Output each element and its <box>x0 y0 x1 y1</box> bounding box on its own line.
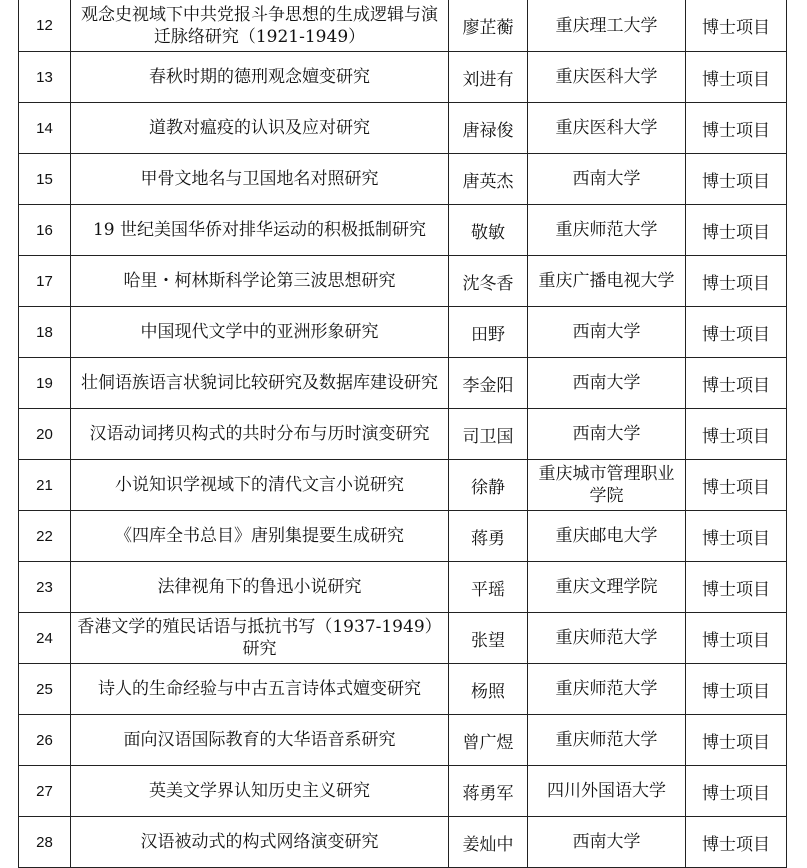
project-type: 博士项目 <box>686 409 787 460</box>
applicant-name: 廖芷蘅 <box>449 0 528 52</box>
table-row <box>19 613 787 664</box>
project-title: 19 世纪美国华侨对排华运动的积极抵制研究 <box>71 205 449 256</box>
institution-name: 重庆师范大学 <box>528 205 686 256</box>
applicant-name: 蒋勇 <box>449 511 528 562</box>
applicant-name: 姜灿中 <box>449 817 528 868</box>
project-type: 博士项目 <box>686 511 787 562</box>
project-title: 汉语被动式的构式网络演变研究 <box>71 817 449 868</box>
applicant-name: 曾广煜 <box>449 715 528 766</box>
project-type: 博士项目 <box>686 613 787 664</box>
project-title: 小说知识学视域下的清代文言小说研究 <box>71 460 449 511</box>
table-row <box>19 715 787 766</box>
table-row <box>19 511 787 562</box>
table-row <box>19 103 787 154</box>
table-row <box>19 0 787 52</box>
institution-name: 重庆医科大学 <box>528 103 686 154</box>
project-title: 汉语动词拷贝构式的共时分布与历时演变研究 <box>71 409 449 460</box>
project-title: 香港文学的殖民话语与抵抗书写（1937-1949）研究 <box>71 613 449 664</box>
applicant-name: 杨照 <box>449 664 528 715</box>
table-row <box>19 562 787 613</box>
table-row <box>19 307 787 358</box>
project-title: 诗人的生命经验与中古五言诗体式嬗变研究 <box>71 664 449 715</box>
row-number: 25 <box>19 664 71 715</box>
applicant-name: 沈冬香 <box>449 256 528 307</box>
project-type: 博士项目 <box>686 0 787 52</box>
applicant-name: 徐静 <box>449 460 528 511</box>
project-title: 春秋时期的德刑观念嬗变研究 <box>71 52 449 103</box>
project-type: 博士项目 <box>686 103 787 154</box>
institution-name: 重庆师范大学 <box>528 664 686 715</box>
table-row <box>19 460 787 511</box>
row-number: 20 <box>19 409 71 460</box>
institution-name: 重庆城市管理职业学院 <box>528 460 686 511</box>
applicant-name: 李金阳 <box>449 358 528 409</box>
table-row <box>19 766 787 817</box>
project-title: 观念史视域下中共党报斗争思想的生成逻辑与演迁脉络研究（1921-1949） <box>71 0 449 52</box>
institution-name: 四川外国语大学 <box>528 766 686 817</box>
project-type: 博士项目 <box>686 766 787 817</box>
project-title: 壮侗语族语言状貌词比较研究及数据库建设研究 <box>71 358 449 409</box>
institution-name: 重庆理工大学 <box>528 0 686 52</box>
institution-name: 西南大学 <box>528 409 686 460</box>
institution-name: 重庆广播电视大学 <box>528 256 686 307</box>
applicant-name: 刘进有 <box>449 52 528 103</box>
institution-name: 重庆师范大学 <box>528 613 686 664</box>
row-number: 15 <box>19 154 71 205</box>
institution-name: 西南大学 <box>528 154 686 205</box>
row-number: 18 <box>19 307 71 358</box>
institution-name: 西南大学 <box>528 307 686 358</box>
row-number: 28 <box>19 817 71 868</box>
institution-name: 重庆文理学院 <box>528 562 686 613</box>
table-row <box>19 664 787 715</box>
project-title: 甲骨文地名与卫国地名对照研究 <box>71 154 449 205</box>
institution-name: 西南大学 <box>528 817 686 868</box>
institution-name: 重庆师范大学 <box>528 715 686 766</box>
row-number: 16 <box>19 205 71 256</box>
applicant-name: 唐英杰 <box>449 154 528 205</box>
project-title: 法律视角下的鲁迅小说研究 <box>71 562 449 613</box>
applicant-name: 张望 <box>449 613 528 664</box>
project-title: 《四库全书总目》唐别集提要生成研究 <box>71 511 449 562</box>
project-type: 博士项目 <box>686 205 787 256</box>
project-type: 博士项目 <box>686 307 787 358</box>
row-number: 12 <box>19 0 71 52</box>
project-title: 面向汉语国际教育的大华语音系研究 <box>71 715 449 766</box>
table-row <box>19 358 787 409</box>
table-row <box>19 409 787 460</box>
row-number: 26 <box>19 715 71 766</box>
project-table <box>18 0 787 868</box>
row-number: 21 <box>19 460 71 511</box>
row-number: 14 <box>19 103 71 154</box>
project-type: 博士项目 <box>686 460 787 511</box>
row-number: 27 <box>19 766 71 817</box>
project-title: 哈里・柯林斯科学论第三波思想研究 <box>71 256 449 307</box>
applicant-name: 敬敏 <box>449 205 528 256</box>
row-number: 17 <box>19 256 71 307</box>
row-number: 24 <box>19 613 71 664</box>
project-type: 博士项目 <box>686 154 787 205</box>
applicant-name: 唐禄俊 <box>449 103 528 154</box>
applicant-name: 田野 <box>449 307 528 358</box>
institution-name: 重庆邮电大学 <box>528 511 686 562</box>
institution-name: 西南大学 <box>528 358 686 409</box>
project-title: 中国现代文学中的亚洲形象研究 <box>71 307 449 358</box>
project-type: 博士项目 <box>686 817 787 868</box>
project-type: 博士项目 <box>686 358 787 409</box>
project-type: 博士项目 <box>686 664 787 715</box>
table-row <box>19 154 787 205</box>
institution-name: 重庆医科大学 <box>528 52 686 103</box>
project-type: 博士项目 <box>686 256 787 307</box>
project-title: 英美文学界认知历史主义研究 <box>71 766 449 817</box>
applicant-name: 平瑶 <box>449 562 528 613</box>
project-type: 博士项目 <box>686 562 787 613</box>
project-type: 博士项目 <box>686 52 787 103</box>
applicant-name: 司卫国 <box>449 409 528 460</box>
project-table-body <box>19 0 787 868</box>
project-type: 博士项目 <box>686 715 787 766</box>
row-number: 22 <box>19 511 71 562</box>
row-number: 23 <box>19 562 71 613</box>
table-row <box>19 817 787 868</box>
project-title: 道教对瘟疫的认识及应对研究 <box>71 103 449 154</box>
table-row <box>19 52 787 103</box>
applicant-name: 蒋勇军 <box>449 766 528 817</box>
row-number: 13 <box>19 52 71 103</box>
table-row <box>19 205 787 256</box>
table-row <box>19 256 787 307</box>
row-number: 19 <box>19 358 71 409</box>
